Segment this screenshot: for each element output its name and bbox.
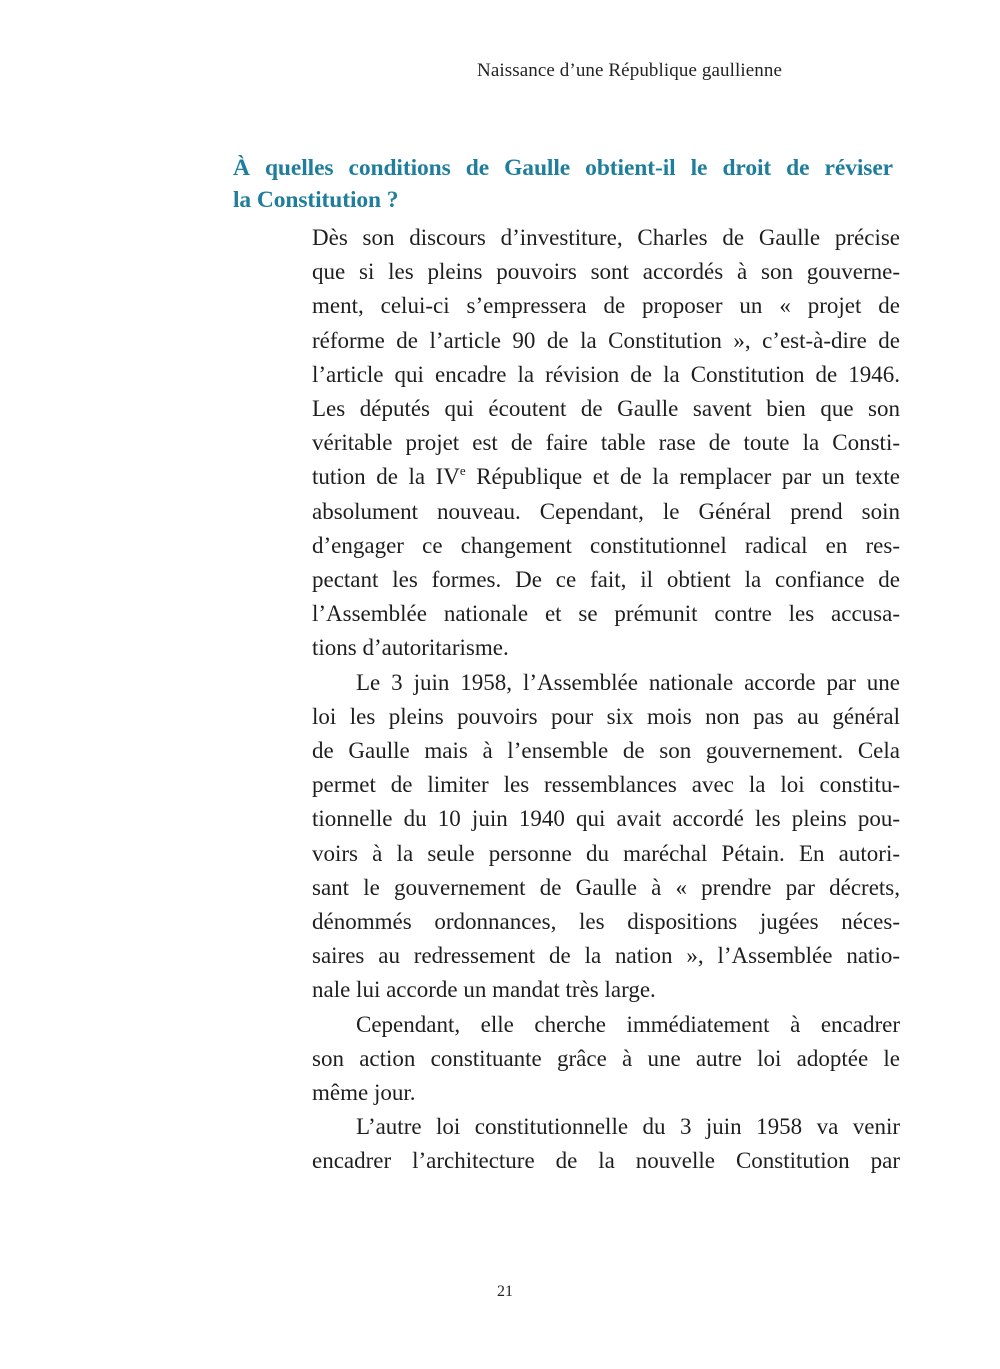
- text-line: permet de limiter les ressemblances avec la loi constitu-: [312, 772, 900, 798]
- text-line: tions d’autoritarisme.: [312, 635, 509, 661]
- section-heading: [233, 152, 893, 216]
- text-line: dénommés ordonnances, les dispositions jugées néces-: [312, 909, 900, 935]
- text-line: Cependant, elle cherche immédiatement à encadrer: [356, 1011, 900, 1037]
- text-segment: tution de la IV: [312, 464, 460, 490]
- text-line: saires au redressement de la nation », l’Assemblée natio-: [312, 943, 900, 969]
- text-line: pectant les formes. De ce fait, il obtient la confiance de: [312, 567, 900, 593]
- ordinal-superscript: e: [459, 463, 466, 479]
- text-line: nale lui accorde un mandat très large.: [312, 977, 656, 1003]
- text-line: véritable projet est de faire table rase de toute la Consti-: [312, 430, 900, 456]
- page-number: 21: [497, 1283, 513, 1300]
- text-line: loi les pleins pouvoirs pour six mois non pas au général: [312, 703, 900, 729]
- text-line: l’article qui encadre la révision de la Constitution de 1946.: [312, 361, 900, 387]
- text-line: tionnelle du 10 juin 1940 qui avait accordé les pleins pou-: [312, 806, 900, 832]
- heading-line: À quelles conditions de Gaulle obtient-il le droit de réviser: [233, 155, 893, 181]
- text-line: que si les pleins pouvoirs sont accordés à son gouverne-: [312, 259, 900, 285]
- text-line: sant le gouvernement de Gaulle à « prendre par décrets,: [312, 874, 900, 900]
- text-line: réforme de l’article 90 de la Constitution », c’est-à-dire de: [312, 327, 900, 353]
- text-line: Dès son discours d’investiture, Charles de Gaulle précise: [312, 225, 900, 250]
- text-line: l’Assemblée nationale et se prémunit contre les accusa-: [312, 601, 900, 627]
- text-line: encadrer l’architecture de la nouvelle Constitution par: [312, 1148, 900, 1174]
- heading-line: la Constitution ?: [233, 187, 399, 213]
- text-segment: République et de la remplacer par un texte: [465, 464, 900, 490]
- text-line: L’autre loi constitutionnelle du 3 juin 1958 va venir: [356, 1114, 900, 1140]
- text-line: [312, 460, 900, 494]
- text-line: de Gaulle mais à l’ensemble de son gouvernement. Cela: [312, 738, 900, 764]
- text-line: absolument nouveau. Cependant, le Général prend soin: [312, 498, 900, 524]
- running-head: Naissance d’une République gaullienne: [477, 60, 782, 81]
- text-line: Les députés qui écoutent de Gaulle savent bien que son: [312, 396, 900, 422]
- paragraph: [312, 1008, 900, 1111]
- paragraph: [312, 221, 900, 666]
- text-line: ment, celui-ci s’empressera de proposer un « projet de: [312, 293, 900, 319]
- text-line: son action constituante grâce à une autre loi adoptée le: [312, 1045, 900, 1071]
- paragraph: [312, 666, 900, 1008]
- text-line: d’engager ce changement constitutionnel radical en res-: [312, 532, 900, 558]
- body-text: [312, 221, 900, 1179]
- text-line: même jour.: [312, 1080, 416, 1106]
- text-line: voirs à la seule personne du maréchal Pétain. En autori-: [312, 840, 900, 866]
- text-line: Le 3 juin 1958, l’Assemblée nationale accorde par une: [356, 669, 900, 695]
- paragraph: [312, 1110, 900, 1178]
